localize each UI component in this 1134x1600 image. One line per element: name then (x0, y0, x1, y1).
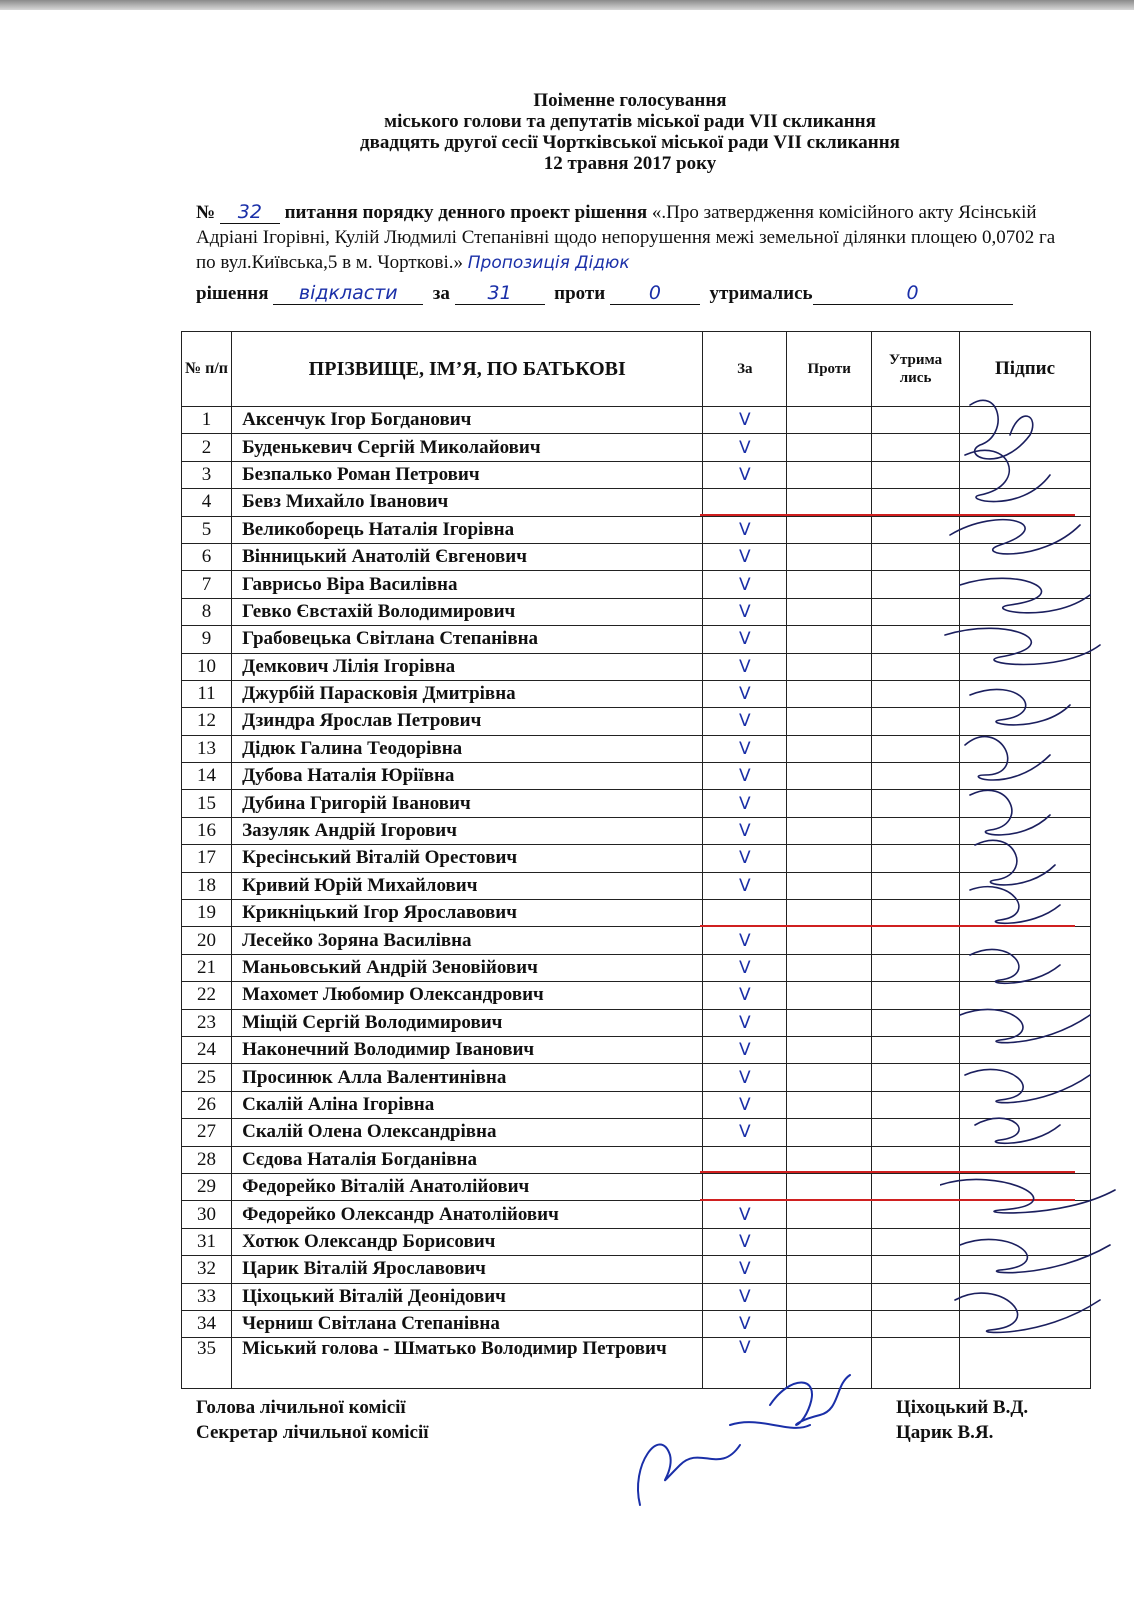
row-vote-abstained (872, 1338, 960, 1389)
row-name: Федорейко Віталій Анатолійович (232, 1173, 703, 1200)
table-row (182, 817, 1091, 844)
row-vote-yes: V (703, 1064, 787, 1091)
row-number: 6 (182, 543, 232, 570)
row-name: Сєдова Наталія Богданівна (232, 1146, 703, 1173)
row-number: 23 (182, 1009, 232, 1036)
row-signature (960, 571, 1091, 598)
row-name: Черниш Світлана Степанівна (232, 1310, 703, 1337)
table-row (182, 626, 1091, 653)
row-vote-no (787, 1310, 872, 1337)
row-number: 4 (182, 489, 232, 516)
row-name: Наконечний Володимир Іванович (232, 1036, 703, 1063)
row-name: Дубова Наталія Юріївна (232, 763, 703, 790)
row-number: 11 (182, 680, 232, 707)
table-row (182, 1119, 1091, 1146)
row-name: Ціхоцький Віталій Деонідович (232, 1283, 703, 1310)
abstained-field (813, 283, 1013, 305)
table-row (182, 598, 1091, 625)
row-vote-yes: V (703, 1228, 787, 1255)
row-vote-abstained (872, 434, 960, 461)
row-number: 5 (182, 516, 232, 543)
header-title: Поіменне голосування (533, 90, 727, 111)
row-vote-yes: V (703, 407, 787, 434)
table-row (182, 680, 1091, 707)
row-vote-abstained (872, 982, 960, 1009)
row-vote-yes: V (703, 1119, 787, 1146)
row-vote-no (787, 626, 872, 653)
row-vote-no (787, 735, 872, 762)
row-number: 26 (182, 1091, 232, 1118)
row-vote-abstained (872, 407, 960, 434)
row-name: Федорейко Олександр Анатолійович (232, 1201, 703, 1228)
row-vote-yes: V (703, 543, 787, 570)
signature-mark (770, 1375, 850, 1425)
row-signature (960, 1256, 1091, 1283)
row-signature (960, 434, 1091, 461)
row-vote-yes: V (703, 1283, 787, 1310)
row-vote-yes: V (703, 982, 787, 1009)
row-vote-abstained (872, 543, 960, 570)
for-field (455, 283, 545, 305)
row-vote-no (787, 516, 872, 543)
row-name: Грабовецька Світлана Степанівна (232, 626, 703, 653)
row-vote-no (787, 982, 872, 1009)
row-number: 33 (182, 1283, 232, 1310)
row-vote-abstained (872, 1256, 960, 1283)
row-vote-no (787, 1119, 872, 1146)
row-vote-no (787, 1064, 872, 1091)
row-signature (960, 680, 1091, 707)
table-row (182, 489, 1091, 516)
row-vote-abstained (872, 1146, 960, 1173)
row-signature (960, 489, 1091, 516)
row-number: 10 (182, 653, 232, 680)
absent-strike-line (700, 1171, 1075, 1173)
row-name: Безпалько Роман Петрович (232, 461, 703, 488)
table-row (182, 708, 1091, 735)
row-vote-no (787, 1283, 872, 1310)
row-vote-abstained (872, 735, 960, 762)
row-vote-yes: V (703, 735, 787, 762)
row-vote-no (787, 1036, 872, 1063)
row-vote-yes: V (703, 1036, 787, 1063)
row-vote-yes: V (703, 1201, 787, 1228)
row-vote-abstained (872, 653, 960, 680)
absent-strike-line (700, 1199, 1075, 1201)
row-vote-no (787, 653, 872, 680)
row-number: 7 (182, 571, 232, 598)
for-label: за (432, 283, 450, 304)
table-row (182, 571, 1091, 598)
row-signature (960, 598, 1091, 625)
row-name: Кресінський Віталій Орестович (232, 845, 703, 872)
row-number: 18 (182, 872, 232, 899)
row-vote-no (787, 872, 872, 899)
row-vote-yes (703, 900, 787, 927)
row-vote-abstained (872, 516, 960, 543)
row-signature (960, 817, 1091, 844)
row-vote-abstained (872, 763, 960, 790)
row-number: 14 (182, 763, 232, 790)
row-vote-abstained (872, 598, 960, 625)
table-body (182, 407, 1091, 1389)
row-vote-abstained (872, 708, 960, 735)
row-vote-no (787, 1201, 872, 1228)
row-number: 3 (182, 461, 232, 488)
row-signature (960, 735, 1091, 762)
row-signature (960, 900, 1091, 927)
header-abstained: Утрима лись (872, 332, 960, 407)
row-vote-abstained (872, 845, 960, 872)
row-signature (960, 516, 1091, 543)
row-vote-yes: V (703, 954, 787, 981)
header-name: ПРІЗВИЩЕ, ІМ’Я, ПО БАТЬКОВІ (232, 332, 703, 407)
table-row (182, 407, 1091, 434)
table-row (182, 1091, 1091, 1118)
row-vote-yes: V (703, 817, 787, 844)
row-number: 25 (182, 1064, 232, 1091)
document-header (180, 90, 1080, 174)
row-name: Скалій Олена Олександрівна (232, 1119, 703, 1146)
row-vote-abstained (872, 680, 960, 707)
row-vote-yes: V (703, 626, 787, 653)
decision-label: рішення (196, 283, 269, 304)
row-vote-no (787, 1091, 872, 1118)
row-name: Гаврисьо Віра Василівна (232, 571, 703, 598)
row-number: 12 (182, 708, 232, 735)
row-signature (960, 845, 1091, 872)
row-vote-yes: V (703, 763, 787, 790)
row-vote-yes: V (703, 927, 787, 954)
row-number: 22 (182, 982, 232, 1009)
row-signature (960, 954, 1091, 981)
header-subtitle: міського голови та депутатів міської ради VII скликання (384, 111, 876, 132)
decision-line (196, 283, 1096, 305)
row-vote-yes: V (703, 1009, 787, 1036)
row-number: 31 (182, 1228, 232, 1255)
table-row (182, 872, 1091, 899)
header-signature: Підпис (960, 332, 1091, 407)
row-vote-abstained (872, 1091, 960, 1118)
header-session: двадцять другої сесії Чортківської міської ради VII скликання (360, 132, 900, 153)
chair-name: Ціхоцький В.Д. (896, 1397, 1029, 1418)
row-vote-yes: V (703, 434, 787, 461)
row-signature (960, 1173, 1091, 1200)
row-signature (960, 1338, 1091, 1389)
table-row (182, 1146, 1091, 1173)
row-vote-abstained (872, 1228, 960, 1255)
row-vote-abstained (872, 927, 960, 954)
secretary-label: Секретар лічильної комісії (196, 1422, 429, 1443)
table-row (182, 845, 1091, 872)
table-row (182, 1310, 1091, 1337)
row-signature (960, 927, 1091, 954)
header-num: № п/п (182, 332, 232, 407)
row-name: Лесейко Зоряна Василівна (232, 927, 703, 954)
table-row (182, 1256, 1091, 1283)
row-vote-no (787, 845, 872, 872)
decision-field (273, 283, 423, 305)
row-vote-yes: V (703, 1310, 787, 1337)
row-name: Дідюк Галина Теодорівна (232, 735, 703, 762)
table-row (182, 516, 1091, 543)
agenda-number-field (220, 202, 280, 224)
row-vote-abstained (872, 900, 960, 927)
row-vote-yes (703, 1146, 787, 1173)
row-number: 34 (182, 1310, 232, 1337)
row-signature (960, 1201, 1091, 1228)
row-number: 16 (182, 817, 232, 844)
row-vote-abstained (872, 1009, 960, 1036)
row-number: 17 (182, 845, 232, 872)
row-name: Хотюк Олександр Борисович (232, 1228, 703, 1255)
header-yes: За (703, 332, 787, 407)
row-number: 28 (182, 1146, 232, 1173)
row-signature (960, 1064, 1091, 1091)
row-vote-yes: V (703, 1256, 787, 1283)
table-row (182, 461, 1091, 488)
table-row (182, 1064, 1091, 1091)
row-vote-abstained (872, 1064, 960, 1091)
chair-label: Голова лічильної комісії (196, 1397, 406, 1418)
row-name: Вінницький Анатолій Євгенович (232, 543, 703, 570)
agenda-label: питання порядку денного проект рішення (284, 202, 648, 223)
row-signature (960, 872, 1091, 899)
row-vote-yes: V (703, 653, 787, 680)
decision-value: відкласти (298, 282, 398, 304)
row-name: Джурбій Парасковія Дмитрівна (232, 680, 703, 707)
row-name: Аксенчук Ігор Богданович (232, 407, 703, 434)
row-name: Кривий Юрій Михайлович (232, 872, 703, 899)
row-name: Буденькевич Сергій Миколайович (232, 434, 703, 461)
row-vote-abstained (872, 461, 960, 488)
row-vote-abstained (872, 1283, 960, 1310)
agenda-number: 32 (237, 201, 262, 223)
row-vote-no (787, 407, 872, 434)
row-name: Махомет Любомир Олександрович (232, 982, 703, 1009)
row-vote-yes: V (703, 461, 787, 488)
row-vote-no (787, 763, 872, 790)
table-row (182, 1009, 1091, 1036)
row-number: 9 (182, 626, 232, 653)
row-name: Царик Віталій Ярославович (232, 1256, 703, 1283)
table-row (182, 900, 1091, 927)
row-signature (960, 1036, 1091, 1063)
table-row (182, 653, 1091, 680)
row-signature (960, 1310, 1091, 1337)
row-vote-yes (703, 489, 787, 516)
row-vote-no (787, 489, 872, 516)
row-signature (960, 1228, 1091, 1255)
signature-mark (638, 1445, 740, 1505)
row-number: 27 (182, 1119, 232, 1146)
row-name: Зазуляк Андрій Ігорович (232, 817, 703, 844)
header-date: 12 травня 2017 року (543, 153, 717, 174)
row-name: Міщій Сергій Володимирович (232, 1009, 703, 1036)
handwritten-note: Пропозиція Дідюк (467, 253, 630, 273)
scan-edge (0, 0, 1134, 10)
header-no: Проти (787, 332, 872, 407)
row-vote-no (787, 954, 872, 981)
table-row (182, 1036, 1091, 1063)
row-vote-yes: V (703, 790, 787, 817)
row-signature (960, 543, 1091, 570)
table-row (182, 954, 1091, 981)
row-name: Бевз Михайло Іванович (232, 489, 703, 516)
row-number: 1 (182, 407, 232, 434)
row-signature (960, 653, 1091, 680)
row-vote-no (787, 434, 872, 461)
row-number: 35 (182, 1338, 232, 1389)
row-vote-no (787, 1146, 872, 1173)
table-row (182, 1173, 1091, 1200)
table-row (182, 927, 1091, 954)
row-signature (960, 708, 1091, 735)
row-name: Великоборець Наталія Ігорівна (232, 516, 703, 543)
table-row (182, 763, 1091, 790)
agenda-no-label: № (196, 202, 216, 223)
row-vote-no (787, 571, 872, 598)
row-signature (960, 790, 1091, 817)
abstained-value: 0 (906, 282, 919, 304)
row-vote-abstained (872, 790, 960, 817)
table-row (182, 1228, 1091, 1255)
row-vote-yes: V (703, 571, 787, 598)
table-row (182, 434, 1091, 461)
row-name: Крикніцький Ігор Ярославович (232, 900, 703, 927)
row-vote-no (787, 598, 872, 625)
table-row (182, 1201, 1091, 1228)
row-vote-abstained (872, 1173, 960, 1200)
row-vote-abstained (872, 1119, 960, 1146)
row-number: 15 (182, 790, 232, 817)
row-vote-no (787, 543, 872, 570)
row-number: 24 (182, 1036, 232, 1063)
row-vote-no (787, 1228, 872, 1255)
row-vote-abstained (872, 489, 960, 516)
row-vote-abstained (872, 1201, 960, 1228)
row-number: 2 (182, 434, 232, 461)
row-vote-yes (703, 1173, 787, 1200)
row-vote-no (787, 817, 872, 844)
row-name: Демкович Лілія Ігорівна (232, 653, 703, 680)
row-number: 19 (182, 900, 232, 927)
row-name: Скалій Аліна Ігорівна (232, 1091, 703, 1118)
row-vote-abstained (872, 571, 960, 598)
row-number: 21 (182, 954, 232, 981)
row-signature (960, 1091, 1091, 1118)
row-number: 32 (182, 1256, 232, 1283)
against-field (610, 283, 700, 305)
row-vote-yes: V (703, 845, 787, 872)
against-label: проти (554, 283, 606, 304)
row-signature (960, 763, 1091, 790)
table-header-row (182, 332, 1091, 407)
table-row (182, 982, 1091, 1009)
row-signature (960, 1283, 1091, 1310)
row-vote-yes: V (703, 598, 787, 625)
table-row (182, 790, 1091, 817)
row-vote-no (787, 680, 872, 707)
row-vote-no (787, 927, 872, 954)
absent-strike-line (700, 925, 1075, 927)
row-vote-no (787, 708, 872, 735)
row-vote-no (787, 790, 872, 817)
row-vote-abstained (872, 626, 960, 653)
row-vote-abstained (872, 954, 960, 981)
row-number: 29 (182, 1173, 232, 1200)
row-vote-no (787, 900, 872, 927)
row-vote-yes: V (703, 1338, 787, 1389)
row-signature (960, 407, 1091, 434)
agenda-text: «.Про затвердження комісійного акту Ясінській Адріані Ігорівні, Кулій Людмилі Степанівні щодо непорушення межі земельної ділянки площею 0,0702 га по вул.Київська,5 в м. Чорткові.» (196, 202, 1056, 273)
row-number: 8 (182, 598, 232, 625)
row-name: Просинюк Алла Валентинівна (232, 1064, 703, 1091)
table-row (182, 735, 1091, 762)
row-name: Дубина Григорій Іванович (232, 790, 703, 817)
row-vote-yes: V (703, 1091, 787, 1118)
abstained-label: утримались (709, 283, 813, 304)
absent-strike-line (700, 514, 1075, 516)
row-vote-yes: V (703, 872, 787, 899)
row-vote-no (787, 1173, 872, 1200)
agenda-item (196, 200, 1076, 276)
row-number: 30 (182, 1201, 232, 1228)
row-vote-no (787, 1256, 872, 1283)
row-signature (960, 1146, 1091, 1173)
row-vote-abstained (872, 1310, 960, 1337)
row-name: Маньовський Андрій Зеновійович (232, 954, 703, 981)
votes-table (181, 331, 1091, 1389)
row-name: Дзиндра Ярослав Петрович (232, 708, 703, 735)
row-name: Міський голова - Шматько Володимир Петрович (232, 1338, 703, 1389)
row-vote-yes: V (703, 708, 787, 735)
row-name: Гевко Євстахій Володимирович (232, 598, 703, 625)
row-signature (960, 1119, 1091, 1146)
row-vote-no (787, 461, 872, 488)
row-vote-abstained (872, 1036, 960, 1063)
row-vote-abstained (872, 872, 960, 899)
for-value: 31 (487, 282, 512, 304)
row-vote-yes: V (703, 516, 787, 543)
row-signature (960, 982, 1091, 1009)
row-number: 13 (182, 735, 232, 762)
row-vote-no (787, 1009, 872, 1036)
commission-signatures (620, 1365, 860, 1515)
row-signature (960, 626, 1091, 653)
row-signature (960, 461, 1091, 488)
secretary-name: Царик В.Я. (896, 1422, 994, 1443)
row-number: 20 (182, 927, 232, 954)
row-vote-abstained (872, 817, 960, 844)
table-row (182, 1283, 1091, 1310)
against-value: 0 (648, 282, 661, 304)
row-vote-yes: V (703, 680, 787, 707)
row-signature (960, 1009, 1091, 1036)
table-row (182, 543, 1091, 570)
